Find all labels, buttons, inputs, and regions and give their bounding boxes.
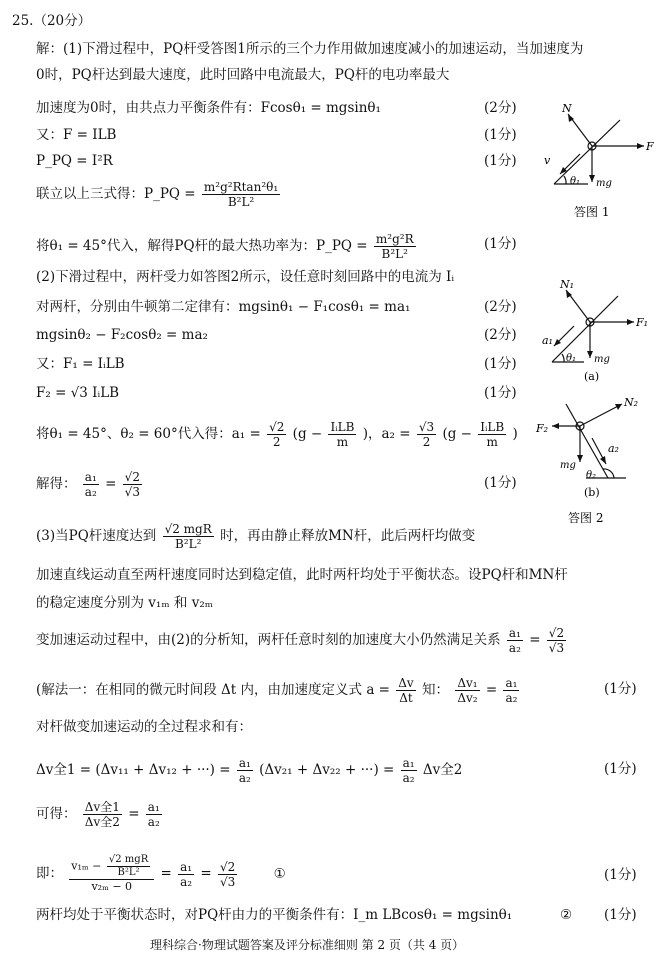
- fig2a-a1-label: a₁: [542, 334, 553, 347]
- part1-intro-line1: 解：(1)下滑过程中，PQ杆受答图1所示的三个力作用做加速度减小的加速运动，当加速度为: [36, 41, 584, 57]
- fraction-denominator: a₂: [180, 874, 193, 889]
- part2-eq6-score: (1分): [484, 475, 517, 491]
- part2-eq3-score: (1分): [484, 356, 517, 372]
- part1-eq5: [36, 232, 418, 261]
- fig2a-theta-label: θ₁: [566, 353, 577, 364]
- fraction: [237, 756, 253, 785]
- part3-line4: [36, 626, 568, 655]
- fraction: [401, 756, 417, 785]
- fraction-numerator: Δv全1: [84, 800, 120, 814]
- fraction-denominator: B²L²: [381, 247, 408, 261]
- fraction-denominator: B²L²: [174, 537, 202, 551]
- part2-eq1-score: (2分): [484, 299, 517, 315]
- fraction-denominator: √3: [220, 874, 236, 889]
- fraction-numerator: √2: [220, 859, 236, 874]
- fraction: [417, 420, 436, 449]
- part3-method1-score: (1分): [604, 681, 637, 697]
- part1-eq4: [36, 180, 282, 209]
- fig1-caption: 答图 1: [574, 205, 610, 219]
- fig1-mg-label: mg: [596, 178, 612, 189]
- fraction: [218, 860, 237, 889]
- fraction-denominator: a₂: [505, 691, 518, 705]
- incline-line: [554, 120, 620, 184]
- part1-eq1-score: (2分): [484, 100, 517, 116]
- equals-sign: =: [485, 682, 498, 698]
- part2-eq3: 又：F₁ = IᵢLB: [36, 356, 125, 372]
- fraction-numerator: m²g²Rtan²θ₁: [203, 180, 279, 194]
- part1-eq5-prefix: 将θ₁ = 45°代入，解得PQ杆的最大热功率为：P_PQ =: [36, 238, 368, 254]
- part2-eq5-prefix: 将θ₁ = 45°、θ₂ = 60°代入得：a₁ =: [36, 426, 261, 442]
- part3-method1: [36, 676, 521, 705]
- part2-eq5: [36, 420, 518, 449]
- fraction: [83, 470, 99, 499]
- theta-arc: [564, 176, 566, 184]
- fig1-N-label: N: [562, 102, 572, 115]
- fraction-denominator: m: [336, 435, 349, 449]
- fraction-denominator: v₂ₘ − 0: [91, 880, 133, 893]
- fraction-numerator: √3: [418, 420, 435, 434]
- fig2b-F2-label: F₂: [536, 422, 549, 435]
- fig1-theta-label: θ₁: [570, 176, 581, 187]
- part3-line3: 的稳定速度分别为 v₁ₘ 和 v₂ₘ: [36, 595, 214, 611]
- part1-eq3-score: (1分): [484, 153, 517, 169]
- fraction: [328, 420, 356, 449]
- fraction: [547, 626, 566, 655]
- fraction-denominator: 2: [422, 435, 431, 449]
- part3-line2: 加速直线运动直至两杆速度同时达到稳定值，此时两杆均处于平衡状态。设PQ杆和MN杆: [36, 567, 568, 583]
- part3-balance-score: (1分): [604, 907, 637, 923]
- equals-sign: =: [160, 865, 172, 882]
- fraction-denominator: a₂: [238, 771, 251, 785]
- part3-ratio: [36, 800, 164, 829]
- fraction-denominator: Δt: [399, 691, 413, 705]
- part2-eq4-score: (1分): [484, 385, 517, 401]
- fraction-denominator: 2: [272, 435, 281, 449]
- fig2b-theta-label: θ₂: [586, 470, 597, 481]
- fraction: [507, 626, 523, 655]
- fraction: [69, 854, 154, 894]
- figure-1: [540, 92, 656, 222]
- fig2b-label: (b): [584, 486, 600, 499]
- fraction-denominator: Δv₂: [457, 691, 478, 705]
- fraction: [503, 676, 519, 705]
- part3-line1: [36, 522, 475, 551]
- incline-line-a: [552, 296, 618, 362]
- fig2b-a2-label: a₂: [608, 442, 619, 455]
- fraction: [455, 676, 479, 705]
- fig2-caption: 答图 2: [568, 511, 604, 525]
- fraction-denominator: a₂: [147, 815, 160, 829]
- paren-open: (g −: [292, 426, 323, 442]
- fraction-denominator: a₂: [84, 485, 97, 499]
- fraction-denominator: Δv全2: [84, 815, 120, 829]
- part1-eq4-fraction: [202, 180, 280, 209]
- fig2a-N1-label: N₁: [560, 278, 575, 291]
- fraction-numerator: √2: [124, 470, 140, 484]
- fraction-numerator: √2: [269, 420, 285, 434]
- fraction-numerator: a₁: [505, 676, 518, 690]
- fraction: [123, 470, 142, 499]
- fig2a-label: (a): [584, 370, 600, 383]
- part3-ratio-prefix: 可得：: [36, 806, 77, 822]
- equals-sign: =: [105, 476, 117, 492]
- part3-sum-end: Δv全2: [422, 762, 463, 778]
- part1-eq1: 加速度为0时，由共点力平衡条件有：Fcosθ₁ = mgsinθ₁: [36, 100, 381, 116]
- part3-sum-score: (1分): [604, 761, 637, 777]
- paren-close-a2: )，a₂ =: [362, 426, 411, 442]
- part3-line1-prefix: (3)当PQ杆速度达到: [36, 528, 157, 544]
- part2-eq2: mgsinθ₂ − F₂cosθ₂ = ma₂: [36, 327, 208, 343]
- fraction-numerator: a₁: [84, 470, 97, 484]
- ji-num-left: v₁ₘ −: [71, 859, 102, 873]
- theta1-arc: [562, 354, 564, 362]
- fraction: [107, 854, 150, 879]
- fraction-numerator: √2 mgR: [108, 854, 149, 865]
- equals-sign: =: [200, 865, 212, 882]
- part1-eq2-score: (1分): [484, 127, 517, 143]
- fraction-numerator: a₁: [402, 756, 415, 770]
- fraction-numerator: Δv₁: [457, 676, 478, 690]
- fraction-denominator: √3: [124, 485, 140, 499]
- fig1-F-label: F: [646, 140, 654, 153]
- part3-method1-mid: 知：: [422, 682, 450, 698]
- fraction-numerator: IᵢLB: [330, 420, 355, 434]
- part3-ji-prefix: 即：: [36, 865, 63, 882]
- part3-line1-suffix: 时，再由静止释放MN杆，此后两杆均做变: [220, 528, 476, 544]
- part3-whole-process: 对杆做变加速运动的全过程求和有：: [36, 719, 252, 735]
- fraction-numerator: a₁: [508, 626, 521, 640]
- part2-eq6: [36, 470, 144, 499]
- fraction-denominator: a₂: [508, 641, 521, 655]
- page-footer: 理科综合·物理试题答案及评分标准细则 第 2 页（共 4 页）: [150, 938, 465, 952]
- fraction-denominator: B²L²: [227, 195, 255, 209]
- normal-force-n2-arrow: [580, 404, 622, 426]
- equation-marker-1: ①: [273, 865, 286, 882]
- theta2-arc: [603, 469, 614, 478]
- fig2a-mg-label: mg: [594, 354, 610, 365]
- part3-ji-score: (1分): [604, 867, 637, 883]
- part2-eq4: F₂ = √3 IᵢLB: [36, 385, 120, 401]
- fraction: [396, 676, 415, 705]
- part3-balance-mark: ②: [560, 907, 573, 923]
- part2-intro: (2)下滑过程中，两杆受力如答图2所示，设任意时刻回路中的电流为 Iᵢ: [36, 269, 455, 285]
- figure-2: [530, 272, 654, 530]
- fraction-numerator: a₁: [180, 859, 193, 874]
- fraction-numerator: IᵢLB: [480, 420, 505, 434]
- fig2b-N2-label: N₂: [624, 396, 639, 409]
- problem-number: 25.（20分）: [12, 13, 92, 29]
- part2-eq2-score: (2分): [484, 327, 517, 343]
- fraction-numerator: m²g²R: [375, 232, 414, 246]
- paren-close: ): [512, 426, 518, 442]
- part1-eq3: P_PQ = I²R: [36, 153, 113, 169]
- fig1-v-label: v: [544, 154, 551, 167]
- fig2b-mg-label: mg: [560, 460, 576, 471]
- fraction: [83, 800, 122, 829]
- part3-ji: [36, 854, 286, 894]
- fraction-denominator: √3: [548, 641, 565, 655]
- fraction-numerator: √2 mgR: [164, 522, 212, 536]
- paren-open: (g −: [442, 426, 472, 442]
- fig2a-F1-label: F₁: [636, 316, 649, 329]
- part1-eq5-score: (1分): [484, 236, 517, 252]
- fraction-denominator: a₂: [402, 771, 415, 785]
- fraction-denominator: m: [486, 435, 498, 449]
- part2-eq1: 对两杆，分别由牛顿第二定律有：mgsinθ₁ − F₁cosθ₁ = ma₁: [36, 299, 411, 315]
- part3-method1-prefix: (解法一：在相同的微元时间段 Δt 内，由加速度定义式 a =: [36, 682, 390, 698]
- part1-eq2: 又：F = ILB: [36, 127, 117, 143]
- equals-sign: =: [128, 806, 140, 822]
- part1-eq5-fraction: [374, 232, 416, 261]
- part1-intro-line2: 0时，PQ杆达到最大速度，此时回路中电流最大，PQ杆的电功率最大: [36, 67, 450, 83]
- fraction: [178, 860, 194, 889]
- equals-sign: =: [529, 632, 541, 648]
- fraction: [146, 800, 162, 829]
- part3-sum: [36, 756, 462, 785]
- fraction: [478, 420, 506, 449]
- fraction: [267, 420, 286, 449]
- fraction-numerator: Δv: [398, 676, 414, 690]
- fraction: [163, 522, 214, 551]
- part2-eq6-prefix: 解得：: [36, 476, 77, 492]
- part1-eq4-prefix: 联立以上三式得：P_PQ =: [36, 186, 196, 202]
- part3-sum-mid: (Δv₂₁ + Δv₂₂ + ···) =: [259, 762, 395, 778]
- part3-line4-prefix: 变加速运动过程中，由(2)的分析知，两杆任意时刻的加速度大小仍然满足关系: [36, 632, 501, 648]
- part3-sum-lhs: Δv全1 = (Δv₁₁ + Δv₁₂ + ···) =: [36, 762, 231, 778]
- fraction-numerator: √2: [548, 626, 565, 640]
- fraction-denominator: B²L²: [117, 867, 140, 878]
- fraction-numerator: [69, 854, 154, 880]
- fraction-numerator: a₁: [238, 756, 251, 770]
- part3-balance: 两杆均处于平衡状态时，对PQ杆由力的平衡条件有：I_m LBcosθ₁ = mgsinθ₁: [36, 907, 513, 923]
- fraction-numerator: a₁: [147, 800, 160, 814]
